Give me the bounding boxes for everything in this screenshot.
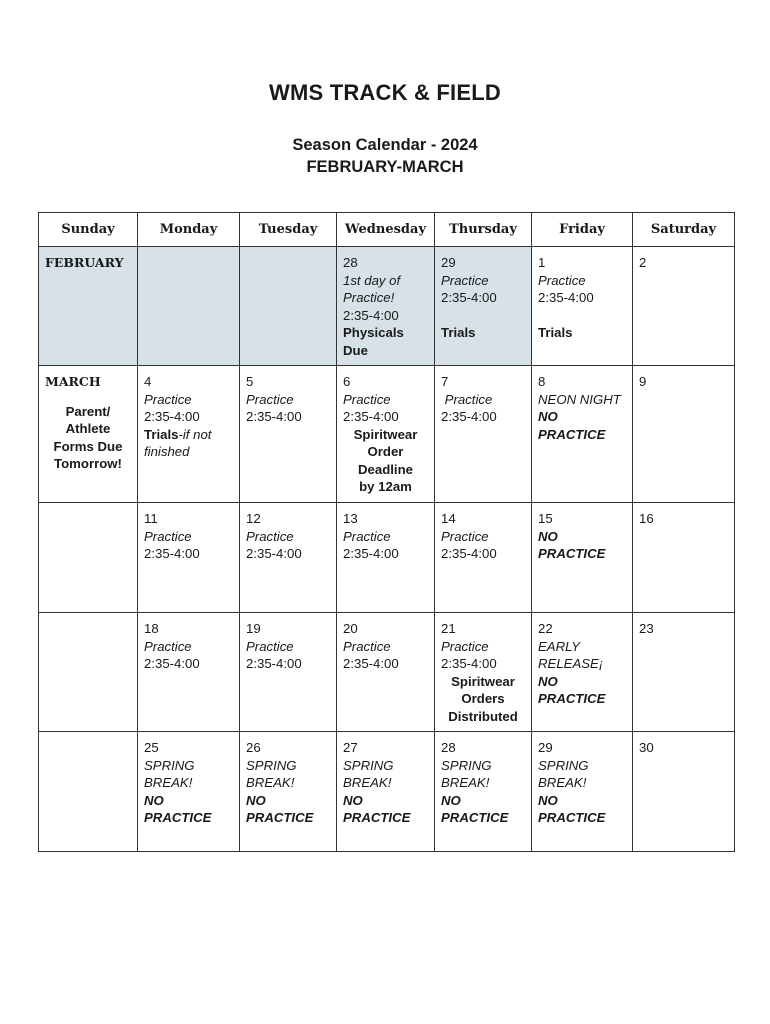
practice-time: 2:35-4:00 [144, 656, 200, 671]
day-cell-mar-25 [138, 732, 240, 852]
no-practice-note: NO [538, 528, 558, 544]
week-row-5 [39, 732, 735, 852]
event-text: NEON NIGHT [538, 391, 621, 407]
day-cell-mar-20 [337, 613, 435, 732]
event-note: Trials [538, 324, 573, 340]
week-row-1 [39, 247, 735, 366]
day-cell-mar-11 [138, 503, 240, 613]
no-practice-note: PRACTICE [538, 546, 606, 561]
day-cell-mar-14 [435, 503, 532, 613]
day-number: 15 [538, 511, 553, 526]
event-note: Due [343, 342, 368, 358]
page-title: WMS TRACK & FIELD [269, 80, 501, 105]
event-note: Distributed [448, 708, 518, 724]
no-practice-note: NO [246, 792, 266, 808]
practice-time: 2:35-4:00 [246, 656, 302, 671]
week-row-4 [39, 613, 735, 732]
page-subtitle [0, 134, 770, 178]
day-cell-mar-19 [240, 613, 337, 732]
practice-time: 2:35-4:00 [343, 546, 399, 561]
day-number: 20 [343, 621, 358, 636]
reminder-note: Athlete [65, 421, 111, 436]
day-cell-mar-21 [435, 613, 532, 732]
day-cell-mar-sun [39, 366, 138, 503]
day-number: 7 [441, 374, 449, 389]
day-number: 16 [639, 511, 654, 526]
reminder-note: Forms Due [53, 438, 123, 454]
day-cell-mar-13 [337, 503, 435, 613]
day-number: 11 [144, 511, 158, 526]
event-text: SPRING [538, 757, 589, 773]
event-text: BREAK! [538, 775, 587, 790]
event-note [144, 426, 233, 444]
month-label-march: MARCH [45, 374, 101, 389]
day-cell-empty [39, 503, 138, 613]
event-text: SPRING [246, 757, 297, 773]
event-note-bold: Trials [144, 426, 179, 442]
day-number: 28 [441, 740, 456, 755]
day-cell-mar-6 [337, 366, 435, 503]
day-number: 25 [144, 740, 159, 755]
event-text: SPRING [144, 757, 195, 773]
day-cell-empty [240, 247, 337, 366]
event-text: SPRING [441, 757, 492, 773]
no-practice-note: PRACTICE [441, 810, 509, 825]
event-note: Order [367, 444, 404, 459]
day-number: 9 [639, 374, 647, 389]
day-number: 23 [639, 621, 654, 636]
day-number: 6 [343, 374, 351, 389]
header-monday: Monday [138, 213, 240, 247]
practice-time: 2:35-4:00 [144, 546, 200, 561]
practice-time: 2:35-4:00 [343, 307, 399, 323]
event-text: Practice [144, 391, 192, 407]
day-number: 2 [639, 255, 647, 270]
no-practice-note: NO [538, 409, 558, 424]
month-label-february: FEBRUARY [45, 255, 124, 270]
event-text: Practice [441, 272, 489, 288]
event-text: Practice [246, 528, 294, 544]
event-text: Practice! [343, 290, 395, 305]
day-cell-feb-sun [39, 247, 138, 366]
header-friday: Friday [532, 213, 633, 247]
day-number: 5 [246, 374, 254, 389]
no-practice-note: PRACTICE [144, 810, 212, 825]
no-practice-note: PRACTICE [538, 426, 606, 442]
day-number: 1 [538, 255, 546, 270]
day-cell-mar-30 [633, 732, 735, 852]
day-cell-mar-23 [633, 613, 735, 732]
calendar-table [38, 212, 735, 852]
day-cell-mar-1 [532, 247, 633, 366]
subtitle-months: FEBRUARY-MARCH [306, 158, 464, 176]
day-number: 29 [441, 255, 456, 270]
day-number: 18 [144, 621, 159, 636]
event-note: Trials [441, 324, 476, 340]
header-tuesday: Tuesday [240, 213, 337, 247]
practice-time: 2:35-4:00 [246, 409, 302, 424]
event-text: Practice [538, 272, 586, 288]
header-thursday: Thursday [435, 213, 532, 247]
day-cell-mar-27 [337, 732, 435, 852]
day-cell-mar-28 [435, 732, 532, 852]
weekday-header-row [39, 213, 735, 247]
practice-time: 2:35-4:00 [441, 290, 497, 305]
practice-time: 2:35-4:00 [441, 409, 497, 424]
no-practice-note: NO [538, 792, 558, 808]
event-text: EARLY [538, 638, 581, 654]
header-saturday: Saturday [633, 213, 735, 247]
week-row-3 [39, 503, 735, 613]
day-cell-mar-26 [240, 732, 337, 852]
event-text: Practice [144, 528, 192, 544]
event-text: BREAK! [343, 775, 392, 790]
event-text: BREAK! [144, 775, 193, 790]
event-text: Practice [441, 638, 489, 654]
day-cell-empty [39, 613, 138, 732]
practice-time: 2:35-4:00 [343, 409, 399, 424]
reminder-note: Tomorrow! [54, 456, 122, 471]
event-note-italic: -if not [178, 426, 212, 442]
day-number: 30 [639, 740, 654, 755]
event-note: Physicals [343, 325, 404, 340]
event-text: Practice [343, 391, 391, 407]
day-cell-mar-5 [240, 366, 337, 503]
event-note: Spiritwear [451, 673, 515, 689]
day-number: 21 [441, 621, 456, 636]
day-cell-mar-15 [532, 503, 633, 613]
day-cell-feb-28 [337, 247, 435, 366]
event-note: Deadline [358, 461, 413, 477]
event-text: RELEASE¡ [538, 656, 604, 671]
header-wednesday: Wednesday [337, 213, 435, 247]
practice-time: 2:35-4:00 [538, 290, 594, 305]
no-practice-note: PRACTICE [246, 810, 314, 825]
event-text: Practice [343, 528, 391, 544]
day-number: 27 [343, 740, 358, 755]
day-cell-mar-18 [138, 613, 240, 732]
day-cell-mar-16 [633, 503, 735, 613]
event-text: Practice [144, 638, 192, 654]
practice-time: 2:35-4:00 [144, 409, 200, 424]
day-cell-mar-29 [532, 732, 633, 852]
no-practice-note: PRACTICE [538, 810, 606, 825]
day-cell-mar-9 [633, 366, 735, 503]
event-text: Practice [441, 391, 493, 407]
no-practice-note: NO [441, 792, 461, 808]
event-text: SPRING [343, 757, 394, 773]
day-cell-mar-8 [532, 366, 633, 503]
practice-time: 2:35-4:00 [441, 656, 497, 671]
day-cell-mar-7 [435, 366, 532, 503]
subtitle-season: Season Calendar - 2024 [292, 136, 478, 154]
day-number: 28 [343, 255, 358, 270]
reminder-note: Parent/ [65, 403, 111, 419]
day-cell-mar-12 [240, 503, 337, 613]
day-number: 12 [246, 511, 261, 526]
day-cell-mar-4 [138, 366, 240, 503]
day-cell-empty [39, 732, 138, 852]
day-number: 13 [343, 511, 358, 526]
event-note: Spiritwear [353, 426, 418, 442]
day-number: 19 [246, 621, 261, 636]
day-cell-feb-29 [435, 247, 532, 366]
day-number: 4 [144, 374, 152, 389]
practice-time: 2:35-4:00 [343, 656, 399, 671]
no-practice-note: PRACTICE [343, 810, 411, 825]
day-number: 8 [538, 374, 546, 389]
day-cell-mar-22 [532, 613, 633, 732]
no-practice-note: NO [538, 673, 558, 689]
event-text: BREAK! [441, 775, 490, 790]
week-row-2 [39, 366, 735, 503]
no-practice-note: NO [144, 792, 164, 808]
day-cell-empty [138, 247, 240, 366]
day-number: 14 [441, 511, 456, 526]
event-text: 1st day of [343, 272, 401, 288]
day-number: 22 [538, 621, 553, 636]
no-practice-note: PRACTICE [538, 691, 606, 706]
day-number: 26 [246, 740, 261, 755]
no-practice-note: NO [343, 792, 363, 808]
event-text: Practice [441, 528, 489, 544]
header-sunday: Sunday [39, 213, 138, 247]
event-text: finished [144, 444, 190, 459]
practice-time: 2:35-4:00 [246, 546, 302, 561]
day-cell-mar-2 [633, 247, 735, 366]
event-note: Orders [461, 691, 505, 706]
event-note: by 12am [359, 479, 412, 494]
event-text: Practice [246, 391, 294, 407]
day-number: 29 [538, 740, 553, 755]
event-text: Practice [246, 638, 294, 654]
practice-time: 2:35-4:00 [441, 546, 497, 561]
event-text: BREAK! [246, 775, 295, 790]
event-text: Practice [343, 638, 391, 654]
